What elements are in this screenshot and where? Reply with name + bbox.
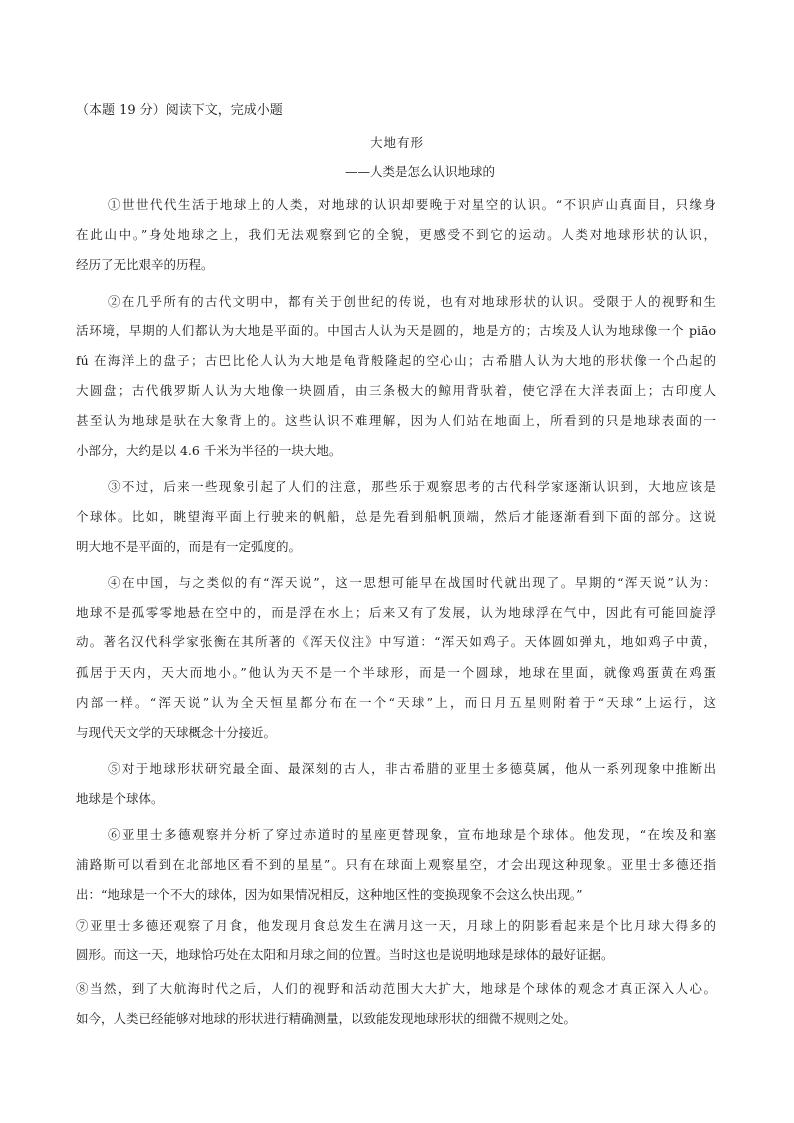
paragraph-5-line: ⑤对于地球形状研究最全面、最深刻的古人，非古希腊的亚里士多德莫属，他从一系列现象中推断出 xyxy=(108,761,716,776)
paragraph-6-line: 出：“地球是一个不大的球体，因为如果情况相反，这种地区性的变换现象不会这么快出现。” xyxy=(76,887,583,902)
paragraph-4-line: ④在中国，与之类似的有“浑天说”，这一思想可能早在战国时代就出现了。早期的“浑天说”认为： xyxy=(108,575,716,590)
paragraph-8-line: 如今，人类已经能够对地球的形状进行精确测量，以致能发现地球形状的细微不规则之处。 xyxy=(76,1011,577,1026)
paragraph-8-line: ⑧当然，到了大航海时代之后，人们的视野和活动范围大大扩大，地球是个球体的观念才真正深入人心。 xyxy=(76,981,716,996)
paragraph-2-line: 甚至认为地球是驮在大象背上的。这些认识不难理解，因为人们站在地面上，所看到的只是地球表面的一 xyxy=(76,413,716,428)
paragraph-4-line: 地球不是孤零零地悬在空中的，而是浮在水上；后来又有了发展，认为地球浮在气中，因此有可能回旋浮 xyxy=(76,605,716,620)
paragraph-2-line: 小部分，大约是以 4.6 千米为半径的一块大地。 xyxy=(76,443,342,458)
paragraph-2-line: fú 在海洋上的盘子；古巴比伦人认为大地是龟背般隆起的空心山；古希腊人认为大地的形状像一个凸起的 xyxy=(76,353,716,368)
paragraph-2-line: ②在几乎所有的古代文明中，都有关于创世纪的传说，也有对地球形状的认识。受限于人的视野和生 xyxy=(108,294,716,309)
paragraph-7-line: 圆形。而这一天，地球恰巧处在太阳和月球之间的位置。当时这也是说明地球是球体的最好证据。 xyxy=(76,947,614,962)
paragraph-5-line: 地球是个球体。 xyxy=(76,791,164,806)
paragraph-1-line: 经历了无比艰辛的历程。 xyxy=(76,257,214,272)
paragraph-2-line: 活环境，早期的人们都认为大地是平面的。中国古人认为天是圆的，地是方的；古埃及人认为地球像一个 piāo xyxy=(76,323,716,338)
question-header: （本题 19 分）阅读下文，完成小题 xyxy=(76,103,283,118)
paragraph-6-line: ⑥亚里士多德观察并分析了穿过赤道时的星座更替现象，宣布地球是个球体。他发现，“在埃及和塞 xyxy=(108,827,716,842)
paragraph-4-line: 与现代天文学的天球概念十分接近。 xyxy=(76,725,277,740)
article-title: 大地有形 xyxy=(369,135,424,150)
paragraph-3-line: 个球体。比如，眺望海平面上行驶来的帆船，总是先看到船帆顶端，然后才能逐渐看到下面的部分。这说 xyxy=(76,509,716,524)
paragraph-4-line: 内部一样。“浑天说”认为全天恒星都分布在一个“天球”上，而日月五星则附着于“天球”上运行，这 xyxy=(76,695,716,710)
paragraph-1-line: 在此山中。”身处地球之上，我们无法观察到它的全貌，更感受不到它的运动。人类对地球形状的认识， xyxy=(76,227,716,242)
article-subtitle: ——人类是怎么认识地球的 xyxy=(345,164,496,179)
paragraph-2-line: 大圆盘；古代俄罗斯人认为大地像一块圆盾，由三条极大的鲸用背驮着，使它浮在大洋表面上；古印度人 xyxy=(76,383,716,398)
paragraph-1-line: ①世世代代生活于地球上的人类，对地球的认识却要晚于对星空的认识。“不识庐山真面目，只缘身 xyxy=(108,197,716,212)
paragraph-6-line: 浦路斯可以看到在北部地区看不到的星星”。只有在球面上观察星空，才会出现这种现象。亚里士多德还指 xyxy=(76,857,716,872)
paragraph-7-line: ⑦亚里士多德还观察了月食，他发现月食总发生在满月这一天，月球上的阴影看起来是个比月球大得多的 xyxy=(76,918,716,933)
paragraph-3-line: ③不过，后来一些现象引起了人们的注意，那些乐于观察思考的古代科学家逐渐认识到，大地应该是 xyxy=(108,479,716,494)
paragraph-3-line: 明大地不是平面的，而是有一定弧度的。 xyxy=(76,539,302,554)
paragraph-4-line: 动。著名汉代科学家张衡在其所著的《浑天仪注》中写道：“浑天如鸡子。天体圆如弹丸，地如鸡子中黄， xyxy=(76,634,716,649)
paragraph-4-line: 孤居于天内，天大而地小。”他认为天不是一个半球形，而是一个圆球，地球在里面，就像鸡蛋黄在鸡蛋 xyxy=(76,665,716,680)
